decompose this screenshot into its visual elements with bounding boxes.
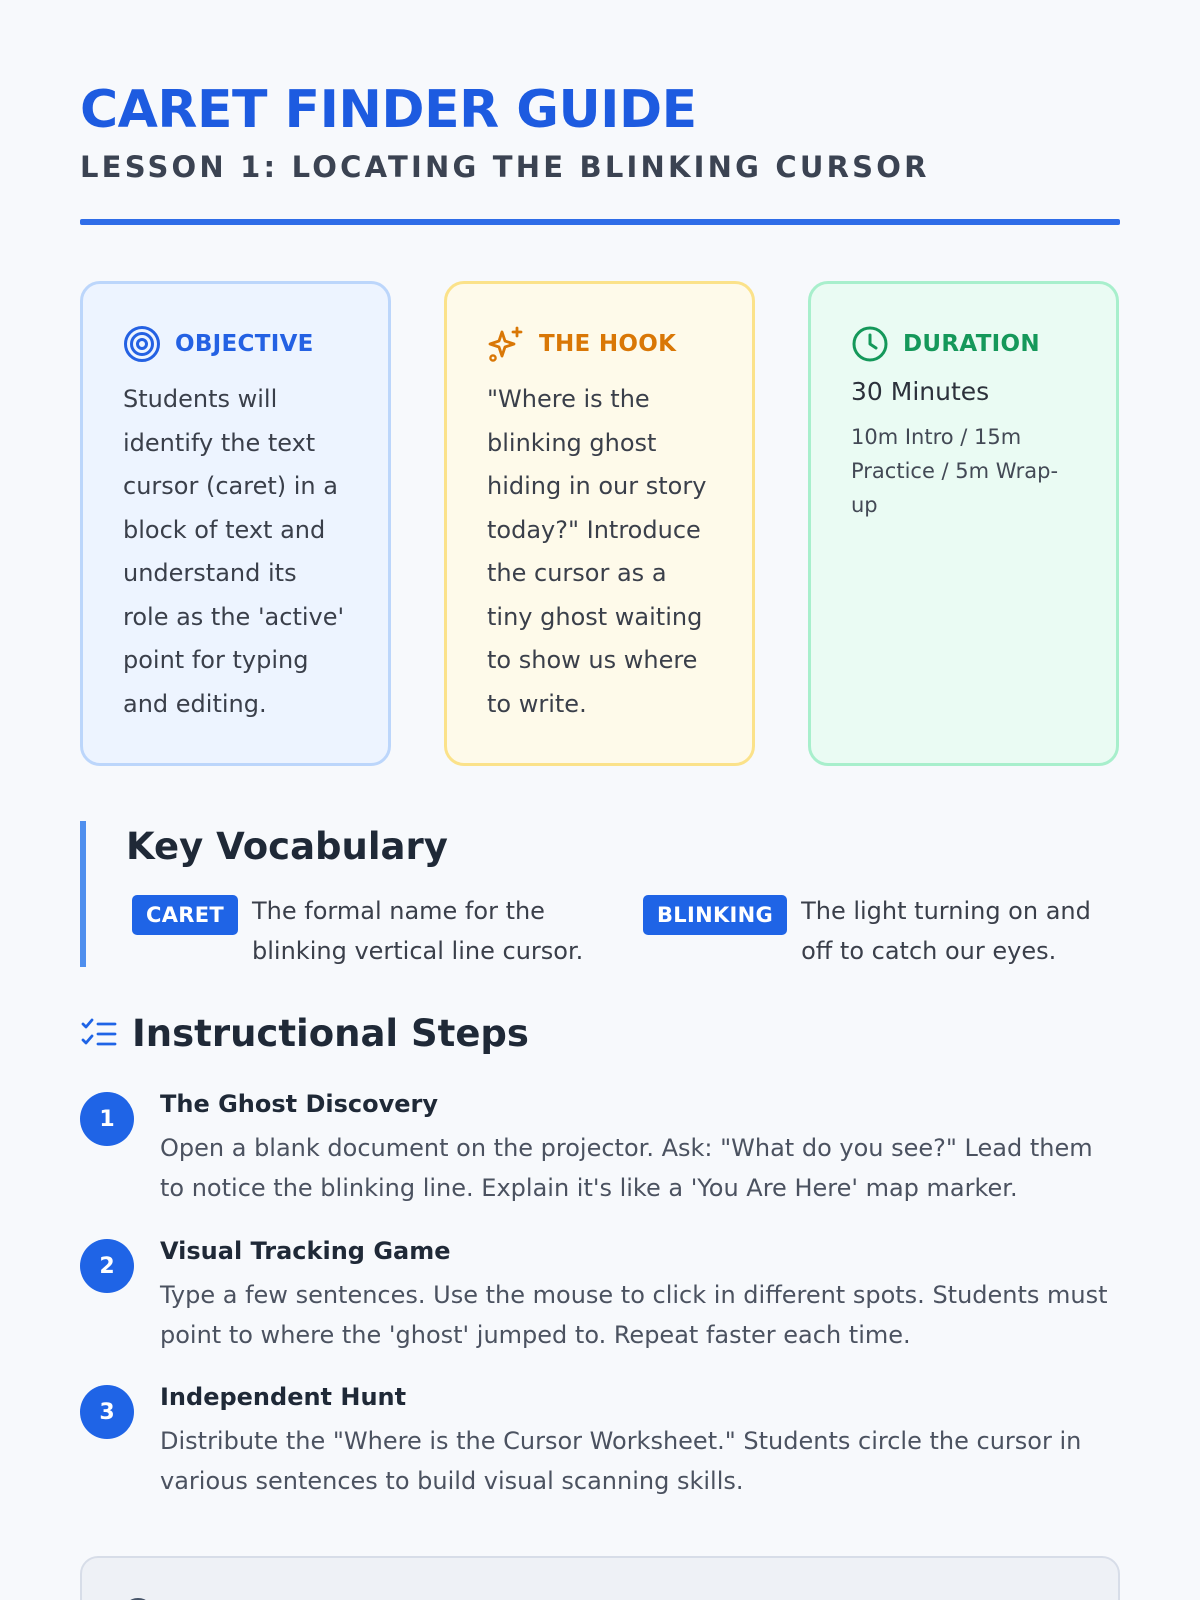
header-divider [80, 219, 1120, 225]
objective-card-header [123, 324, 348, 364]
vocab-item [132, 891, 602, 971]
step-number-badge: 1 [80, 1092, 134, 1146]
step-number-badge: 2 [80, 1239, 134, 1293]
step-title: The Ghost Discovery [160, 1090, 439, 1118]
vocab-definition: The light turning on and off to catch our eyes. [801, 897, 1091, 965]
hook-label: THE HOOK [539, 331, 677, 357]
step-description: Distribute the "Where is the Cursor Worksheet." Students circle the cursor in various sentences to build visual scanning skills. [160, 1427, 1082, 1495]
objective-card [80, 281, 391, 766]
checklist-icon [80, 1015, 118, 1053]
vocabulary-title: Key Vocabulary [126, 825, 448, 868]
page-title: CARET FINDER GUIDE [80, 80, 697, 140]
objective-text: Students will identify the text cursor (caret) in a block of text and understand its role as the 'active' point for typing and editing. [123, 385, 345, 718]
duration-breakdown: 10m Intro / 15m Practice / 5m Wrap-up [851, 425, 1059, 517]
step-title: Independent Hunt [160, 1383, 407, 1411]
vocab-definition: The formal name for the blinking vertical line cursor. [252, 897, 584, 965]
steps-header [80, 1012, 529, 1055]
clock-icon [851, 325, 889, 363]
duration-card [808, 281, 1119, 766]
duration-total: 30 Minutes [851, 377, 990, 406]
duration-card-header [851, 324, 1076, 364]
vocab-item [643, 891, 1126, 971]
step-description: Type a few sentences. Use the mouse to click in different spots. Students must point to where the 'ghost' jumped to. Repeat faster each time. [160, 1281, 1108, 1349]
target-icon [123, 325, 161, 363]
hook-text: "Where is the blinking ghost hiding in our story today?" Introduce the cursor as a tiny ghost waiting to show us where to write. [487, 385, 707, 718]
next-section-box [80, 1556, 1120, 1600]
step-number-badge: 3 [80, 1385, 134, 1439]
page-subtitle: LESSON 1: LOCATING THE BLINKING CURSOR [80, 150, 930, 184]
hook-card-header [487, 324, 712, 364]
hook-card [444, 281, 755, 766]
sparkles-icon [487, 325, 525, 363]
duration-label: DURATION [903, 331, 1040, 357]
steps-title: Instructional Steps [132, 1012, 529, 1055]
step-description: Open a blank document on the projector. Ask: "What do you see?" Lead them to notice the blinking line. Explain it's like a 'You Are Here' map marker. [160, 1134, 1093, 1202]
vocab-term-badge: CARET [132, 895, 238, 935]
vocabulary-section [80, 821, 1120, 967]
objective-label: OBJECTIVE [175, 331, 314, 357]
vocab-term-badge: BLINKING [643, 895, 787, 935]
step-title: Visual Tracking Game [160, 1237, 451, 1265]
